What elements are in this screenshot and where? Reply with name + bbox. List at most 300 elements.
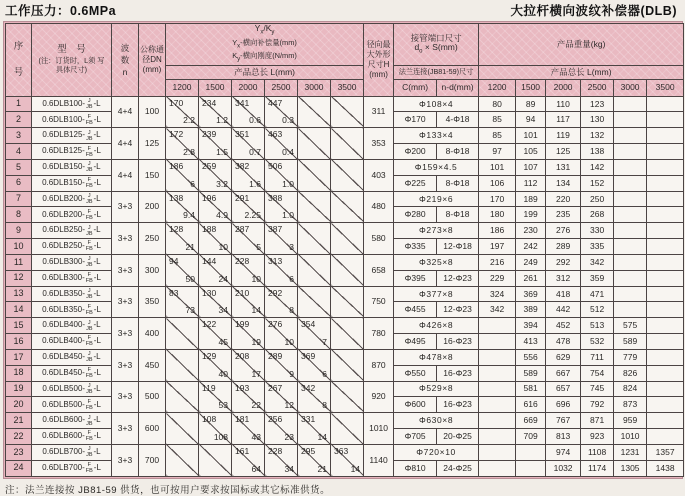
h-dimension-cell: 403 — [364, 159, 394, 191]
model-cell: 0.6DLB100- F FB -L — [32, 112, 112, 128]
yk-diagonal-cell: 276 10 — [265, 318, 298, 350]
seq-cell: 23 — [6, 444, 32, 460]
weight-cell — [647, 318, 684, 334]
weight-cell: 119 — [546, 128, 581, 144]
flange-nd-cell: 20-Φ25 — [437, 429, 479, 445]
weight-cell — [647, 302, 684, 318]
weight-cell: 589 — [516, 365, 546, 381]
weight-cell — [479, 349, 516, 365]
length-header: 1200 — [166, 79, 199, 96]
length-header: 3000 — [298, 79, 331, 96]
weight-cell: 242 — [516, 239, 546, 255]
weight-cell: 142 — [581, 159, 614, 175]
yk-diagonal-cell: 208 17 — [232, 349, 265, 381]
weight-cell: 669 — [516, 413, 546, 429]
weight-cell — [647, 128, 684, 144]
wave-count-cell: 3+3 — [112, 254, 139, 286]
weight-cell: 138 — [581, 144, 614, 160]
weight-cell: 767 — [546, 413, 581, 429]
h-dimension-cell: 1010 — [364, 413, 394, 445]
weight-cell: 292 — [546, 254, 581, 270]
model-cell: 0.6DLB450- F FB -L — [32, 365, 112, 381]
table-row — [6, 286, 684, 302]
weight-cell — [614, 207, 647, 223]
weight-cell: 513 — [581, 318, 614, 334]
weight-cell — [614, 239, 647, 255]
weight-cell: 105 — [516, 144, 546, 160]
weight-cell: 813 — [546, 429, 581, 445]
weight-cell — [647, 334, 684, 350]
table-row — [6, 444, 684, 460]
weight-cell — [614, 286, 647, 302]
h-dimension-cell: 870 — [364, 349, 394, 381]
seq-cell: 15 — [6, 318, 32, 334]
yk-diagonal-cell — [298, 191, 331, 223]
seq-cell: 24 — [6, 460, 32, 476]
weight-cell: 106 — [479, 175, 516, 191]
weight-cell: 101 — [479, 159, 516, 175]
weight-cell: 107 — [516, 159, 546, 175]
weight-cell: 230 — [516, 223, 546, 239]
weight-cell — [614, 270, 647, 286]
nominal-diameter-cell: 150 — [139, 159, 166, 191]
weight-cell: 312 — [546, 270, 581, 286]
weight-cell: 216 — [479, 254, 516, 270]
h-dimension-cell: 658 — [364, 254, 394, 286]
yk-diagonal-cell: 239 1.5 — [199, 128, 232, 160]
weight-cell — [479, 365, 516, 381]
seq-cell: 6 — [6, 175, 32, 191]
h-dimension-cell: 780 — [364, 318, 394, 350]
seq-cell: 4 — [6, 144, 32, 160]
weight-cell — [647, 144, 684, 160]
weight-cell — [614, 144, 647, 160]
header-yk-title: $Y_x/K_y$ — [254, 23, 275, 36]
weight-cell — [614, 128, 647, 144]
flange-nd-cell: 12-Φ23 — [437, 270, 479, 286]
seq-cell: 12 — [6, 270, 32, 286]
length-header: 2000 — [546, 79, 581, 96]
model-cell: 0.6DLB500- J JB -L — [32, 381, 112, 397]
pipe-od-cell: Φ108×4 — [394, 96, 479, 112]
weight-cell: 826 — [614, 365, 647, 381]
model-cell: 0.6DLB150- F FB -L — [32, 175, 112, 191]
seq-cell: 9 — [6, 223, 32, 239]
weight-cell: 112 — [516, 175, 546, 191]
yk-diagonal-cell: 138 9.4 — [166, 191, 199, 223]
table-row — [6, 128, 684, 144]
weight-cell — [479, 460, 516, 476]
model-cell: 0.6DLB700- F FB -L — [32, 460, 112, 476]
yk-diagonal-cell: 447 0.3 — [265, 96, 298, 128]
weight-cell: 132 — [581, 128, 614, 144]
yk-diagonal-cell: 341 0.6 — [232, 96, 265, 128]
wave-count-cell: 3+3 — [112, 223, 139, 255]
header-model-note: (注：订货时，L须 写具体尺寸) — [38, 56, 105, 74]
weight-cell: 110 — [546, 96, 581, 112]
weight-cell — [614, 159, 647, 175]
yk-diagonal-cell — [298, 254, 331, 286]
nominal-diameter-cell: 350 — [139, 286, 166, 318]
yk-diagonal-cell: 313 6 — [265, 254, 298, 286]
yk-diagonal-cell: 363 14 — [331, 444, 364, 476]
weight-cell — [647, 223, 684, 239]
nominal-diameter-cell: 100 — [139, 96, 166, 128]
header-yk-stiffness: $K_y-$横向刚度(N/mm) — [232, 51, 297, 63]
pipe-od-cell: Φ133×4 — [394, 128, 479, 144]
seq-cell: 20 — [6, 397, 32, 413]
weight-cell: 974 — [546, 444, 581, 460]
header-model — [32, 24, 112, 97]
yk-diagonal-cell — [331, 318, 364, 350]
header-nd: n-d(mm) — [437, 79, 479, 96]
weight-cell — [479, 334, 516, 350]
weight-cell: 89 — [516, 96, 546, 112]
h-dimension-cell: 353 — [364, 128, 394, 160]
weight-cell: 199 — [516, 207, 546, 223]
h-dimension-cell: 1140 — [364, 444, 394, 476]
model-cell: 0.6DLB300- J JB -L — [32, 254, 112, 270]
seq-cell: 2 — [6, 112, 32, 128]
weight-cell: 413 — [516, 334, 546, 350]
wave-count-cell: 3+3 — [112, 444, 139, 476]
weight-cell — [647, 207, 684, 223]
length-header: 3000 — [614, 79, 647, 96]
nominal-diameter-cell: 125 — [139, 128, 166, 160]
header-row-1 — [6, 24, 684, 66]
yk-diagonal-cell: 144 24 — [199, 254, 232, 286]
seq-cell: 7 — [6, 191, 32, 207]
nominal-diameter-cell: 500 — [139, 381, 166, 413]
weight-cell — [479, 318, 516, 334]
yk-diagonal-cell: 506 1.0 — [265, 159, 298, 191]
yk-diagonal-cell — [166, 413, 199, 445]
weight-cell: 745 — [581, 381, 614, 397]
wave-count-cell: 3+3 — [112, 286, 139, 318]
yk-diagonal-cell: 94 50 — [166, 254, 199, 286]
table-row — [6, 381, 684, 397]
nominal-diameter-cell: 400 — [139, 318, 166, 350]
seq-cell: 16 — [6, 334, 32, 350]
flange-nd-cell: 8-Φ18 — [437, 144, 479, 160]
seq-cell: 11 — [6, 254, 32, 270]
flange-nd-cell: 8-Φ18 — [437, 207, 479, 223]
flange-c-cell: Φ395 — [394, 270, 437, 286]
yk-diagonal-cell: 295 21 — [298, 444, 331, 476]
yk-diagonal-cell: 354 7 — [298, 318, 331, 350]
yk-diagonal-cell: 292 8 — [265, 286, 298, 318]
table-row — [6, 318, 684, 334]
length-header: 1200 — [479, 79, 516, 96]
table-row — [6, 413, 684, 429]
weight-cell — [647, 381, 684, 397]
wave-count-cell: 3+3 — [112, 381, 139, 413]
flange-c-cell: Φ225 — [394, 175, 437, 191]
weight-cell — [614, 302, 647, 318]
wave-count-cell: 3+3 — [112, 191, 139, 223]
model-cell: 0.6DLB125- F FB -L — [32, 144, 112, 160]
yk-diagonal-cell: 291 2.25 — [232, 191, 265, 223]
weight-cell: 94 — [516, 112, 546, 128]
weight-cell: 556 — [516, 349, 546, 365]
weight-cell: 442 — [546, 302, 581, 318]
header-yk-compensation: $Y_x-$横向补偿量(mm) — [232, 37, 297, 50]
seq-cell: 17 — [6, 349, 32, 365]
length-header: 3500 — [647, 79, 684, 96]
yk-diagonal-cell — [331, 381, 364, 413]
weight-cell: 452 — [546, 318, 581, 334]
seq-cell: 8 — [6, 207, 32, 223]
yk-diagonal-cell: 130 34 — [199, 286, 232, 318]
weight-cell: 250 — [581, 191, 614, 207]
yk-diagonal-cell — [331, 159, 364, 191]
weight-cell: 125 — [546, 144, 581, 160]
table-row — [6, 349, 684, 365]
yk-diagonal-cell: 289 9 — [265, 349, 298, 381]
weight-cell: 471 — [581, 286, 614, 302]
weight-cell — [647, 429, 684, 445]
weight-cell: 629 — [546, 349, 581, 365]
yk-diagonal-cell: 129 40 — [199, 349, 232, 381]
header-length-title-right: 产品总长 L(mm) — [479, 65, 684, 79]
length-header: 2000 — [232, 79, 265, 96]
header-dn: 公称通径DN(mm) — [139, 24, 166, 97]
h-dimension-cell: 920 — [364, 381, 394, 413]
table-row — [6, 191, 684, 207]
weight-cell: 134 — [546, 175, 581, 191]
table-row — [6, 254, 684, 270]
title-bar — [0, 0, 685, 21]
weight-cell: 923 — [581, 429, 614, 445]
pipe-od-cell: Φ529×8 — [394, 381, 479, 397]
weight-cell: 85 — [479, 128, 516, 144]
length-header: 2500 — [581, 79, 614, 96]
weight-cell: 123 — [581, 96, 614, 112]
model-cell: 0.6DLB350- J JB -L — [32, 286, 112, 302]
seq-cell: 18 — [6, 365, 32, 381]
header-port-line1: 接管端口尺寸 — [410, 32, 462, 43]
yk-diagonal-cell: 256 23 — [265, 413, 298, 445]
wave-count-cell: 3+3 — [112, 349, 139, 381]
yk-diagonal-cell: 181 43 — [232, 413, 265, 445]
header-port-line2: $d_o \times S(mm)$ — [414, 41, 458, 55]
weight-cell: 657 — [546, 381, 581, 397]
model-cell: 0.6DLB300- F FB -L — [32, 270, 112, 286]
weight-cell: 330 — [581, 223, 614, 239]
weight-cell: 754 — [581, 365, 614, 381]
flange-nd-cell: 12-Φ23 — [437, 302, 479, 318]
weight-cell: 394 — [516, 318, 546, 334]
yk-diagonal-cell: 342 8 — [298, 381, 331, 413]
yk-diagonal-cell: 287 5 — [232, 223, 265, 255]
model-cell: 0.6DLB350- F FB -L — [32, 302, 112, 318]
yk-diagonal-cell: 128 21 — [166, 223, 199, 255]
pipe-od-cell: Φ377×8 — [394, 286, 479, 302]
weight-cell: 117 — [546, 112, 581, 128]
yk-diagonal-cell — [331, 286, 364, 318]
flange-c-cell: Φ280 — [394, 207, 437, 223]
weight-cell: 779 — [614, 349, 647, 365]
yk-diagonal-cell: 83 73 — [166, 286, 199, 318]
flange-c-cell: Φ200 — [394, 144, 437, 160]
flange-nd-cell: 4-Φ18 — [437, 112, 479, 128]
header-yk — [166, 24, 364, 66]
yk-diagonal-cell — [331, 349, 364, 381]
weight-cell — [479, 413, 516, 429]
flange-c-cell: Φ170 — [394, 112, 437, 128]
weight-cell: 359 — [581, 270, 614, 286]
weight-cell: 616 — [516, 397, 546, 413]
wave-count-cell: 3+3 — [112, 413, 139, 445]
flange-c-cell: Φ335 — [394, 239, 437, 255]
yk-diagonal-cell: 387 3 — [265, 223, 298, 255]
yk-diagonal-cell: 108 108 — [199, 413, 232, 445]
weight-cell: 130 — [581, 112, 614, 128]
h-dimension-cell: 580 — [364, 223, 394, 255]
yk-diagonal-cell — [331, 254, 364, 286]
header-c: C(mm) — [394, 79, 437, 96]
pipe-od-cell: Φ630×8 — [394, 413, 479, 429]
weight-cell: 85 — [479, 112, 516, 128]
yk-diagonal-cell: 122 45 — [199, 318, 232, 350]
weight-cell: 197 — [479, 239, 516, 255]
seq-cell: 10 — [6, 239, 32, 255]
yk-diagonal-cell: 193 22 — [232, 381, 265, 413]
weight-cell: 1174 — [581, 460, 614, 476]
flange-nd-cell: 12-Φ18 — [437, 239, 479, 255]
pipe-od-cell: Φ426×8 — [394, 318, 479, 334]
wave-count-cell: 4+4 — [112, 96, 139, 128]
yk-diagonal-cell — [331, 413, 364, 445]
weight-cell: 532 — [581, 334, 614, 350]
flange-c-cell: Φ495 — [394, 334, 437, 350]
yk-diagonal-cell: 463 0.4 — [265, 128, 298, 160]
seq-cell: 14 — [6, 302, 32, 318]
weight-cell — [614, 175, 647, 191]
yk-diagonal-cell — [298, 159, 331, 191]
weight-cell — [647, 349, 684, 365]
weight-cell — [647, 112, 684, 128]
seq-cell: 3 — [6, 128, 32, 144]
weight-cell: 581 — [516, 381, 546, 397]
weight-cell — [479, 381, 516, 397]
weight-cell — [647, 191, 684, 207]
yk-diagonal-cell: 259 3.2 — [199, 159, 232, 191]
weight-cell: 709 — [516, 429, 546, 445]
weight-cell — [479, 429, 516, 445]
flange-nd-cell: 16-Φ23 — [437, 365, 479, 381]
weight-cell — [614, 191, 647, 207]
yk-diagonal-cell — [331, 128, 364, 160]
yk-diagonal-cell — [166, 444, 199, 476]
weight-cell — [516, 444, 546, 460]
model-cell: 0.6DLB100- J JB -L — [32, 96, 112, 112]
header-weight-title: 产品重量(kg) — [479, 24, 684, 66]
nominal-diameter-cell: 700 — [139, 444, 166, 476]
yk-diagonal-cell: 228 10 — [232, 254, 265, 286]
weight-cell: 1010 — [614, 429, 647, 445]
weight-cell: 235 — [546, 207, 581, 223]
header-seq: 序号 — [6, 24, 32, 97]
pipe-od-cell: Φ325×8 — [394, 254, 479, 270]
yk-diagonal-cell — [331, 191, 364, 223]
weight-cell: 289 — [546, 239, 581, 255]
weight-cell: 418 — [546, 286, 581, 302]
weight-cell — [647, 270, 684, 286]
length-header: 1500 — [199, 79, 232, 96]
yk-diagonal-cell: 172 2.8 — [166, 128, 199, 160]
header-wave: 波数n — [112, 24, 139, 97]
flange-nd-cell: 16-Φ23 — [437, 334, 479, 350]
table-row — [6, 223, 684, 239]
weight-cell — [647, 239, 684, 255]
seq-cell: 1 — [6, 96, 32, 112]
pressure-title: 工作压力：0.6MPa — [5, 4, 117, 18]
weight-cell — [614, 254, 647, 270]
weight-cell: 268 — [581, 207, 614, 223]
weight-cell — [614, 96, 647, 112]
weight-cell: 170 — [479, 191, 516, 207]
weight-cell: 1032 — [546, 460, 581, 476]
yk-diagonal-cell: 234 1.2 — [199, 96, 232, 128]
model-cell: 0.6DLB250- J JB -L — [32, 223, 112, 239]
weight-cell: 512 — [581, 302, 614, 318]
weight-cell — [647, 159, 684, 175]
yk-diagonal-cell — [166, 318, 199, 350]
wave-count-cell: 3+3 — [112, 318, 139, 350]
nominal-diameter-cell: 250 — [139, 223, 166, 255]
model-cell: 0.6DLB250- F FB -L — [32, 239, 112, 255]
weight-cell: 101 — [516, 128, 546, 144]
weight-cell: 335 — [581, 239, 614, 255]
weight-cell: 711 — [581, 349, 614, 365]
h-dimension-cell: 750 — [364, 286, 394, 318]
weight-cell: 389 — [516, 302, 546, 318]
model-cell: 0.6DLB200- J JB -L — [32, 191, 112, 207]
weight-cell: 1357 — [647, 444, 684, 460]
weight-cell: 342 — [581, 254, 614, 270]
weight-cell: 696 — [546, 397, 581, 413]
spec-table-wrapper — [3, 21, 683, 479]
nominal-diameter-cell: 300 — [139, 254, 166, 286]
wave-count-cell: 4+4 — [112, 159, 139, 191]
weight-cell: 249 — [516, 254, 546, 270]
yk-diagonal-cell: 388 1.0 — [265, 191, 298, 223]
weight-cell — [647, 175, 684, 191]
yk-diagonal-cell — [298, 96, 331, 128]
table-row — [6, 159, 684, 175]
h-dimension-cell: 480 — [364, 191, 394, 223]
weight-cell: 1305 — [614, 460, 647, 476]
model-cell: 0.6DLB500- F FB -L — [32, 397, 112, 413]
header-h: 径向最大外形尺寸H(mm) — [364, 24, 394, 97]
yk-diagonal-cell: 331 14 — [298, 413, 331, 445]
weight-cell: 369 — [516, 286, 546, 302]
model-cell: 0.6DLB200- F FB -L — [32, 207, 112, 223]
table-row — [6, 96, 684, 112]
flange-nd-cell: 16-Φ23 — [437, 397, 479, 413]
yk-diagonal-cell — [199, 444, 232, 476]
seq-cell: 5 — [6, 159, 32, 175]
weight-cell: 667 — [546, 365, 581, 381]
spec-table — [5, 23, 684, 477]
model-cell: 0.6DLB400- J JB -L — [32, 318, 112, 334]
seq-cell: 21 — [6, 413, 32, 429]
pipe-od-cell: Φ478×8 — [394, 349, 479, 365]
yk-diagonal-cell: 186 6 — [166, 159, 199, 191]
nominal-diameter-cell: 450 — [139, 349, 166, 381]
model-cell: 0.6DLB125- J JB -L — [32, 128, 112, 144]
